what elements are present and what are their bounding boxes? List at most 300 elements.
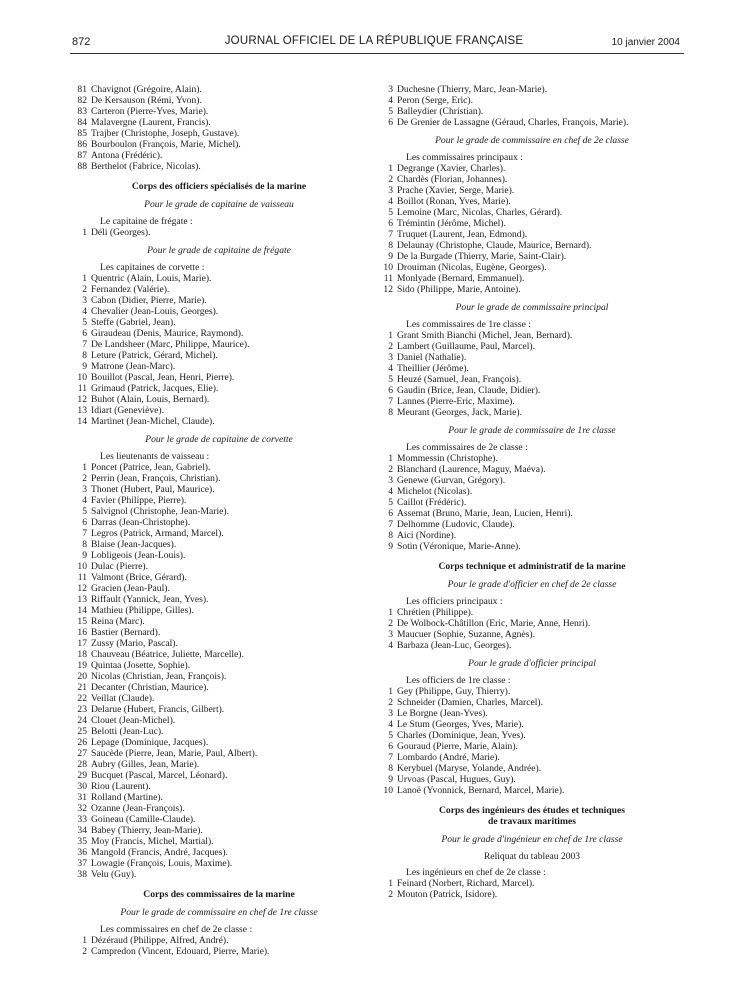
item-number: 36 [77, 847, 87, 858]
item-name: Delhomme (Ludovic, Claude). [397, 519, 515, 530]
item-number: 9 [388, 251, 393, 262]
list-item [74, 484, 364, 495]
item-number: 2 [388, 618, 393, 629]
grade-subheading: Pour le grade de commissaire principal [455, 302, 609, 313]
item-number: 82 [77, 95, 87, 106]
item-name: Giraudeau (Denis, Maurice, Raymond). [91, 328, 244, 339]
item-name: Daniel (Nathalie). [397, 352, 467, 363]
item-number: 7 [388, 519, 393, 530]
list-item [380, 508, 684, 519]
item-number: 8 [388, 407, 393, 418]
item-number: 10 [383, 262, 393, 273]
item-number: 35 [77, 836, 87, 847]
item-name: Zussy (Mario, Pascal). [91, 638, 178, 649]
item-number: 14 [77, 416, 87, 427]
item-number: 5 [82, 506, 87, 517]
item-number: 2 [82, 284, 87, 295]
item-name: Delarue (Hubert, Francis, Gilbert). [91, 704, 225, 715]
item-number: 17 [77, 638, 87, 649]
list-item [74, 792, 364, 803]
item-name: Idiart (Geneviève). [91, 405, 164, 416]
item-name: Fernandez (Valérie). [91, 284, 170, 295]
list-item [380, 240, 684, 251]
item-name: De Wolbock-Châtillon (Eric, Marie, Anne, Henri). [397, 618, 591, 629]
item-name: Meurant (Georges, Jack, Marie). [397, 407, 523, 418]
item-number: 11 [383, 273, 393, 284]
item-name: Nicolas (Christian, Jean, François). [91, 671, 227, 682]
list-item [380, 708, 684, 719]
item-number: 3 [388, 185, 393, 196]
item-name: Matrone (Jean-Marc). [91, 361, 176, 372]
list-intro: Les commissaires de 1re classe : [406, 319, 531, 330]
item-name: Chavignot (Grégoire, Alain). [91, 84, 202, 95]
item-name: Degrange (Xavier, Charles). [397, 163, 506, 174]
list-item [380, 106, 684, 117]
item-number: 3 [388, 84, 393, 95]
item-name: Darras (Jean-Christophe). [91, 517, 191, 528]
list-intro: Les commissaires en chef de 2e classe : [100, 924, 253, 935]
list-item [380, 163, 684, 174]
item-number: 1 [82, 462, 87, 473]
item-number: 4 [82, 495, 87, 506]
list-item [380, 763, 684, 774]
name-list [380, 878, 684, 900]
item-name: Urvoas (Pascal, Hugues, Guy). [397, 774, 516, 785]
list-item [380, 497, 684, 508]
item-number: 15 [77, 616, 87, 627]
item-number: 7 [388, 229, 393, 240]
item-name: Dézéraud (Philippe, Alfred, André). [91, 935, 229, 946]
section-heading: Corps des officiers spécialisés de la marine [131, 181, 307, 192]
list-item [380, 396, 684, 407]
item-name: Poncet (Patrice, Jean, Gabriel). [91, 462, 211, 473]
item-name: Déli (Georges). [91, 227, 151, 238]
item-number: 83 [77, 106, 87, 117]
section-heading-line: de travaux maritimes [488, 816, 576, 827]
list-item [74, 858, 364, 869]
item-number: 3 [388, 352, 393, 363]
item-name: De Kersauson (Rémi, Yvon). [91, 95, 202, 106]
item-number: 6 [388, 741, 393, 752]
list-item [74, 616, 364, 627]
list-intro: Le capitaine de frégate : [100, 216, 193, 227]
grade-subheading: Pour le grade d'officier principal [468, 658, 596, 669]
item-number: 2 [82, 473, 87, 484]
list-item [380, 889, 684, 900]
item-name: Lemoine (Marc, Nicolas, Charles, Gérard). [397, 207, 563, 218]
item-name: Babey (Thierry, Jean-Marie). [91, 825, 203, 836]
list-item [74, 306, 364, 317]
page-header [0, 0, 748, 60]
item-number: 6 [82, 517, 87, 528]
list-intro: Les ingénieurs en chef de 2e classe : [406, 867, 546, 878]
item-number: 32 [77, 803, 87, 814]
item-name: Riffault (Yannick, Jean, Yves). [91, 594, 209, 605]
list-item [380, 262, 684, 273]
grade-subheading: Pour le grade de capitaine de vaisseau [144, 199, 294, 210]
list-item [380, 618, 684, 629]
item-number: 10 [77, 372, 87, 383]
section-heading-line: Corps des ingénieurs des études et techniques [438, 805, 626, 816]
name-list [74, 227, 364, 238]
item-number: 1 [82, 227, 87, 238]
list-item [74, 372, 364, 383]
item-name: Chevalier (Jean-Louis, Georges). [91, 306, 219, 317]
list-item [74, 117, 364, 128]
list-item [74, 693, 364, 704]
item-name: De Grenier de Lassagne (Géraud, Charles, François, Marie). [397, 117, 629, 128]
left-column [74, 84, 364, 957]
item-name: Salvignol (Christophe, Jean-Marie). [91, 506, 230, 517]
item-number: 8 [388, 763, 393, 774]
grade-subheading: Pour le grade d'officier en chef de 2e classe [447, 579, 617, 590]
item-number: 34 [77, 825, 87, 836]
item-number: 33 [77, 814, 87, 825]
list-item [74, 128, 364, 139]
item-name: Malavergne (Laurent, Francis). [91, 117, 211, 128]
name-list [380, 686, 684, 796]
list-item [380, 363, 684, 374]
item-number: 8 [388, 240, 393, 251]
name-list [74, 935, 364, 957]
list-item [74, 660, 364, 671]
list-item [74, 339, 364, 350]
item-number: 30 [77, 781, 87, 792]
item-name: Mommessin (Christophe). [397, 453, 498, 464]
item-name: Antona (Frédéric). [91, 150, 163, 161]
list-item [74, 935, 364, 946]
item-number: 26 [77, 737, 87, 748]
item-number: 11 [77, 572, 87, 583]
item-name: Lanoë (Yvonnick, Bernard, Marcel, Marie). [397, 785, 565, 796]
item-number: 7 [82, 528, 87, 539]
item-name: Lannes (Pierre-Eric, Maxime). [397, 396, 515, 407]
list-intro: Les lieutenants de vaisseau : [100, 451, 210, 462]
list-item [74, 704, 364, 715]
list-item [74, 737, 364, 748]
list-item [380, 251, 684, 262]
item-name: Saucède (Pierre, Jean, Marie, Paul, Albert). [91, 748, 258, 759]
item-name: Charles (Dominique, Jean, Yves). [397, 730, 526, 741]
item-number: 9 [388, 541, 393, 552]
item-number: 13 [77, 405, 87, 416]
list-item [74, 638, 364, 649]
list-item [74, 803, 364, 814]
list-item [380, 84, 684, 95]
list-item [74, 561, 364, 572]
item-name: Genewe (Gurvan, Grégory). [397, 475, 506, 486]
list-item [380, 385, 684, 396]
item-name: Aici (Nordine). [397, 530, 457, 541]
item-name: Delaunay (Christophe, Claude, Maurice, Bernard). [397, 240, 592, 251]
list-intro: Les capitaines de corvette : [100, 262, 205, 273]
item-number: 1 [388, 163, 393, 174]
list-item [380, 207, 684, 218]
item-name: Lepage (Dominique, Jacques). [91, 737, 209, 748]
list-item [380, 530, 684, 541]
item-name: Lowagie (François, Louis, Maxime). [91, 858, 233, 869]
list-item [74, 869, 364, 880]
list-item [74, 814, 364, 825]
item-name: Veillat (Claude). [91, 693, 155, 704]
list-item [380, 730, 684, 741]
list-item [380, 196, 684, 207]
item-name: Michelot (Nicolas). [397, 486, 473, 497]
item-name: De Landsheer (Marc, Philippe, Maurice). [91, 339, 250, 350]
item-number: 16 [77, 627, 87, 638]
list-item [74, 106, 364, 117]
grade-subheading: Pour le grade de capitaine de frégate [147, 245, 291, 256]
item-number: 38 [77, 869, 87, 880]
item-name: Mouton (Patrick, Isidore). [397, 889, 498, 900]
item-number: 4 [82, 306, 87, 317]
item-name: Belotti (Jean-Luc). [91, 726, 164, 737]
item-name: Gouraud (Pierre, Marie, Alain). [397, 741, 518, 752]
item-number: 4 [388, 640, 393, 651]
item-name: Martinet (Jean-Michel, Claude). [91, 416, 215, 427]
list-item [380, 607, 684, 618]
list-item [380, 475, 684, 486]
item-number: 12 [77, 583, 87, 594]
item-name: Caillot (Frédéric). [397, 497, 467, 508]
name-list [380, 330, 684, 418]
item-name: Moy (Francis, Michel, Martial). [91, 836, 214, 847]
item-number: 12 [77, 394, 87, 405]
item-name: Prache (Xavier, Serge, Marie). [397, 185, 515, 196]
item-name: Blanchard (Laurence, Maguy, Maéva). [397, 464, 546, 475]
list-item [380, 629, 684, 640]
item-name: Leture (Patrick, Gérard, Michel). [91, 350, 218, 361]
item-number: 7 [388, 396, 393, 407]
item-number: 81 [77, 84, 87, 95]
grade-subheading: Pour le grade d'ingénieur en chef de 1re classe [441, 834, 623, 845]
name-list [74, 273, 364, 427]
list-item [380, 640, 684, 651]
item-name: Barbaza (Jean-Luc, Georges). [397, 640, 512, 651]
list-item [74, 227, 364, 238]
item-number: 8 [388, 530, 393, 541]
list-item [380, 464, 684, 475]
item-name: Truquet (Laurent, Jean, Edmond). [397, 229, 528, 240]
grade-subheading: Pour le grade de commissaire en chef de 1re classe [120, 907, 318, 918]
list-item [74, 405, 364, 416]
list-item [380, 741, 684, 752]
list-item [380, 453, 684, 464]
list-item [380, 686, 684, 697]
item-name: Bouillot (Pascal, Jean, Henri, Pierre). [91, 372, 235, 383]
item-number: 3 [82, 484, 87, 495]
item-name: Blaise (Jean-Jacques). [91, 539, 177, 550]
item-name: Mathieu (Philippe, Gilles). [91, 605, 194, 616]
issue-date: 10 janvier 2004 [611, 37, 680, 48]
list-item [380, 174, 684, 185]
item-number: 1 [388, 453, 393, 464]
name-list [74, 462, 364, 880]
list-item [74, 273, 364, 284]
item-name: Trajber (Christophe, Joseph, Gustave). [91, 128, 240, 139]
item-name: Dulac (Pierre). [91, 561, 149, 572]
item-name: Carteron (Pierre-Yves, Marie). [91, 106, 209, 117]
item-name: Quintaa (Josette, Sophie). [91, 660, 191, 671]
item-name: Favier (Philippe, Pierre). [91, 495, 187, 506]
item-name: Cabon (Didier, Pierre, Marie). [91, 295, 207, 306]
list-item [74, 671, 364, 682]
list-item [74, 416, 364, 427]
item-name: Balleydier (Christian). [397, 106, 484, 117]
item-number: 3 [82, 295, 87, 306]
list-item [74, 161, 364, 172]
list-item [74, 748, 364, 759]
list-item [380, 541, 684, 552]
item-number: 6 [82, 328, 87, 339]
list-item [380, 719, 684, 730]
item-name: Maucuer (Sophie, Suzanne, Agnès). [397, 629, 536, 640]
item-number: 5 [388, 730, 393, 741]
item-number: 10 [77, 561, 87, 572]
item-name: Gaudin (Brice, Jean, Claude, Didier). [397, 385, 541, 396]
right-column [380, 84, 684, 900]
section-heading [380, 805, 684, 827]
grade-subheading: Pour le grade de commissaire en chef de 2e classe [435, 135, 629, 146]
item-number: 4 [388, 486, 393, 497]
list-item [380, 697, 684, 708]
list-item [74, 150, 364, 161]
item-number: 2 [388, 341, 393, 352]
grade-subheading: Pour le grade de capitaine de corvette [145, 434, 293, 445]
list-item [380, 117, 684, 128]
list-item [380, 352, 684, 363]
item-number: 10 [383, 785, 393, 796]
item-name: Grant Smith Bianchi (Michel, Jean, Bernard). [397, 330, 573, 341]
list-item [74, 682, 364, 693]
item-name: Heuzé (Samuel, Jean, François). [397, 374, 522, 385]
item-name: Feinard (Norbert, Richard, Marcel). [397, 878, 535, 889]
list-item [380, 374, 684, 385]
item-name: Aubry (Gilles, Jean, Marie). [91, 759, 200, 770]
list-item [74, 770, 364, 781]
list-item [74, 726, 364, 737]
item-name: Lombardo (André, Marie). [397, 752, 500, 763]
list-item [74, 594, 364, 605]
item-name: Campredon (Vincent, Edouard, Pierre, Marie). [91, 946, 270, 957]
list-item [380, 785, 684, 796]
item-number: 6 [388, 117, 393, 128]
list-item [380, 752, 684, 763]
list-item [380, 407, 684, 418]
list-item [74, 781, 364, 792]
list-item [380, 273, 684, 284]
list-item [74, 506, 364, 517]
item-name: Chrétien (Philippe). [397, 607, 474, 618]
item-name: Bastier (Bernard). [91, 627, 161, 638]
list-item [74, 328, 364, 339]
item-number: 1 [82, 273, 87, 284]
item-number: 6 [388, 385, 393, 396]
item-name: Monlyade (Bernard, Emmanuel). [397, 273, 525, 284]
item-name: Legros (Patrick, Armand, Marcel). [91, 528, 224, 539]
item-number: 5 [388, 207, 393, 218]
item-name: Chauveau (Béatrice, Juliette, Marcelle). [91, 649, 244, 660]
list-item [380, 284, 684, 295]
section-heading: Corps technique et administratif de la marine [438, 561, 626, 572]
list-item [74, 284, 364, 295]
list-item [74, 473, 364, 484]
page-number: 872 [72, 36, 91, 48]
item-number: 7 [82, 339, 87, 350]
list-item [74, 139, 364, 150]
item-number: 9 [82, 361, 87, 372]
list-item [380, 330, 684, 341]
list-intro: Les commissaires de 2e classe : [406, 442, 528, 453]
list-item [74, 946, 364, 957]
item-number: 84 [77, 117, 87, 128]
item-name: Reina (Marc). [91, 616, 145, 627]
list-item [74, 847, 364, 858]
list-item [380, 878, 684, 889]
item-number: 11 [77, 383, 87, 394]
item-name: Rolland (Martine). [91, 792, 163, 803]
item-number: 23 [77, 704, 87, 715]
list-item [74, 825, 364, 836]
item-number: 1 [388, 878, 393, 889]
item-name: Ozanne (Jean-François). [91, 803, 185, 814]
item-number: 8 [82, 350, 87, 361]
item-number: 28 [77, 759, 87, 770]
name-list [380, 453, 684, 552]
item-name: Berthelot (Fabrice, Nicolas). [91, 161, 201, 172]
item-number: 1 [388, 330, 393, 341]
item-name: Peron (Serge, Eric). [397, 95, 474, 106]
item-number: 4 [388, 719, 393, 730]
item-number: 2 [388, 697, 393, 708]
item-number: 25 [77, 726, 87, 737]
name-list [380, 84, 684, 128]
item-name: Bourboulon (François, Marie, Michel). [91, 139, 241, 150]
list-item [380, 341, 684, 352]
item-number: 9 [388, 774, 393, 785]
item-name: Gracien (Jean-Paul). [91, 583, 170, 594]
item-name: Goineau (Camille-Claude). [91, 814, 196, 825]
list-item [380, 229, 684, 240]
list-item [74, 528, 364, 539]
item-name: Kerybuel (Maryse, Yolande, Andrée). [397, 763, 542, 774]
item-number: 20 [77, 671, 87, 682]
item-number: 5 [388, 497, 393, 508]
item-number: 6 [388, 218, 393, 229]
item-number: 88 [77, 161, 87, 172]
item-number: 2 [388, 464, 393, 475]
table-note: Reliquat du tableau 2003 [483, 851, 581, 862]
list-item [74, 572, 364, 583]
list-item [380, 486, 684, 497]
item-number: 22 [77, 693, 87, 704]
list-item [74, 462, 364, 473]
item-name: Riou (Laurent). [91, 781, 151, 792]
item-number: 1 [388, 607, 393, 618]
item-name: Assemat (Bruno, Marie, Jean, Lucien, Henri). [397, 508, 573, 519]
item-name: Lobligeois (Jean-Louis). [91, 550, 186, 561]
journal-title: JOURNAL OFFICIEL DE LA RÉPUBLIQUE FRANÇAISE [224, 35, 524, 47]
item-name: Quentric (Alain, Louis, Marie). [91, 273, 212, 284]
header-rule [70, 53, 684, 54]
list-item [74, 649, 364, 660]
item-number: 8 [82, 539, 87, 550]
item-name: Buhot (Alain, Louis, Bernard). [91, 394, 210, 405]
item-name: Le Borgne (Jean-Yves). [397, 708, 488, 719]
item-name: Sido (Philippe, Marie, Antoine). [397, 284, 521, 295]
item-name: Grimaud (Patrick, Jacques, Elie). [91, 383, 219, 394]
item-number: 87 [77, 150, 87, 161]
